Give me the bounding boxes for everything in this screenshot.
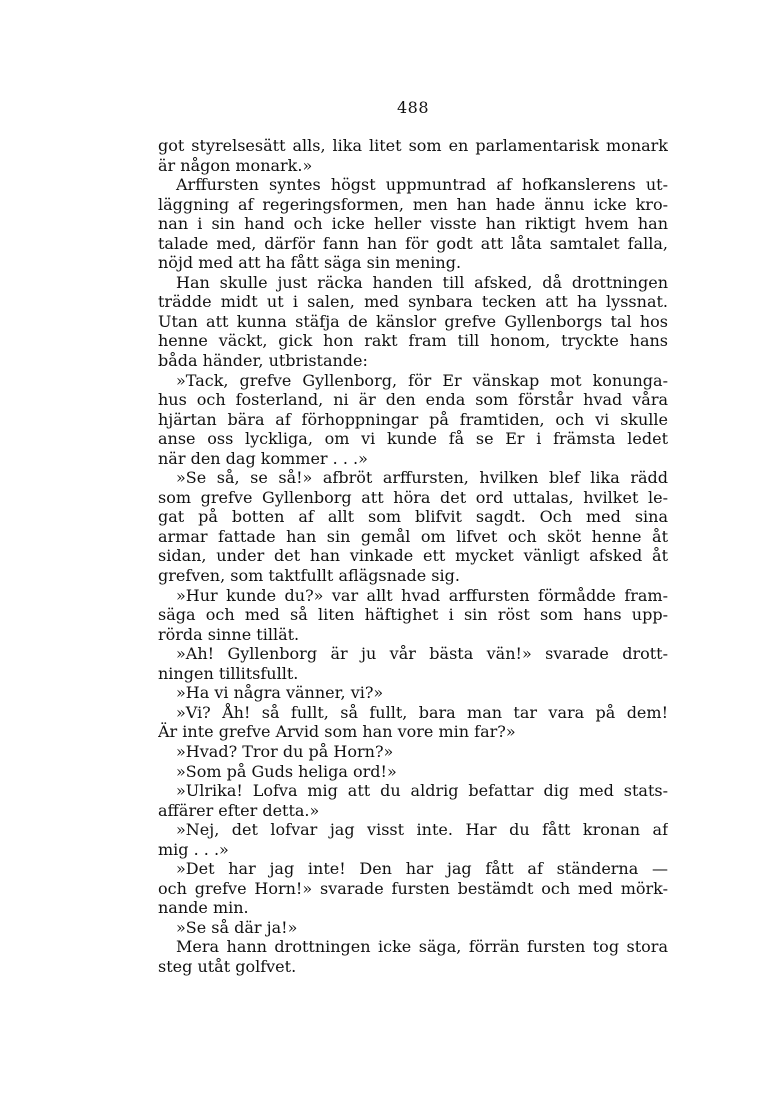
text-line: grefven, som taktfullt aflägsnade sig. <box>158 566 460 586</box>
text-line: »Ulrika! Lofva mig att du aldrig befattar dig med stats- <box>176 781 668 801</box>
text-line: läggning af regeringsformen, men han hade ännu icke kro- <box>158 194 668 214</box>
text-line: när den dag kommer . . .» <box>158 448 368 468</box>
text-line: »Hvad? Tror du på Horn?» <box>176 741 394 761</box>
text-line: säga och med så liten häftighet i sin röst som hans upp- <box>158 605 668 625</box>
text-line: »Se så där ja!» <box>176 917 298 937</box>
page-number: 488 <box>396 98 430 117</box>
text-line: är någon monark.» <box>158 155 313 175</box>
text-line: Han skulle just räcka handen till afsked, då drottningen <box>176 272 668 292</box>
text-line: got styrelsesätt alls, lika litet som en parlamentarisk monark <box>158 136 668 155</box>
text-line: hjärtan bära af förhoppningar på framtiden, och vi skulle <box>158 409 668 429</box>
text-line: båda händer, utbristande: <box>158 351 368 371</box>
text-line: talade med, därför fann han för godt att låta samtalet falla, <box>158 233 668 253</box>
text-line: Är inte grefve Arvid som han vore min far?» <box>158 722 516 742</box>
text-line: mig . . .» <box>158 839 229 859</box>
text-line: hus och fosterland, ni är den enda som förstår hvad våra <box>158 390 668 410</box>
text-line: gat på botten af allt som blifvit sagdt. Och med sina <box>158 507 668 527</box>
text-line: »Hur kunde du?» var allt hvad arffursten förmådde fram- <box>176 585 668 605</box>
text-line: »Som på Guds heliga ord!» <box>176 761 397 781</box>
text-line: »Vi? Åh! så fullt, så fullt, bara man tar vara på dem! <box>176 702 668 722</box>
text-line: »Ha vi några vänner, vi?» <box>176 683 384 703</box>
text-line: Utan att kunna stäfja de känslor grefve Gyllenborgs tal hos <box>158 311 668 331</box>
text-line: anse oss lyckliga, om vi kunde få se Er i främsta ledet <box>158 429 668 449</box>
text-line: armar fattade han sin gemål om lifvet och sköt henne åt <box>158 526 668 546</box>
text-line: »Tack, grefve Gyllenborg, för Er vänskap mot konunga- <box>176 370 668 390</box>
body-text <box>158 136 668 977</box>
text-line: »Ah! Gyllenborg är ju vår bästa vän!» svarade drott- <box>176 644 668 664</box>
text-line: henne väckt, gick hon rakt fram till honom, tryckte hans <box>158 331 668 351</box>
text-line: och grefve Horn!» svarade fursten bestämdt och med mörk- <box>158 878 668 898</box>
text-line: affärer efter detta.» <box>158 800 320 820</box>
text-line: nande min. <box>158 898 249 918</box>
text-line: sidan, under det han vinkade ett mycket vänligt afsked åt <box>158 546 668 566</box>
text-line: Arffursten syntes högst uppmuntrad af hofkanslerens ut- <box>176 175 668 195</box>
text-line: Mera hann drottningen icke säga, förrän fursten tog stora <box>176 937 668 957</box>
text-line: ningen tillitsfullt. <box>158 663 299 683</box>
text-line: steg utåt golfvet. <box>158 956 297 976</box>
text-line: nöjd med att ha fått säga sin mening. <box>158 253 462 273</box>
text-line: trädde midt ut i salen, med synbara tecken att ha lyssnat. <box>158 292 668 312</box>
text-line: nan i sin hand och icke heller visste han riktigt hvem han <box>158 214 668 234</box>
text-line: rörda sinne tillät. <box>158 624 300 644</box>
text-line: »Det har jag inte! Den har jag fått af ständerna — <box>176 859 668 879</box>
text-line: »Nej, det lofvar jag visst inte. Har du fått kronan af <box>176 820 668 840</box>
text-line: som grefve Gyllenborg att höra det ord uttalas, hvilket le- <box>158 487 668 507</box>
text-line: »Se så, se så!» afbröt arffursten, hvilken blef lika rädd <box>176 468 668 488</box>
